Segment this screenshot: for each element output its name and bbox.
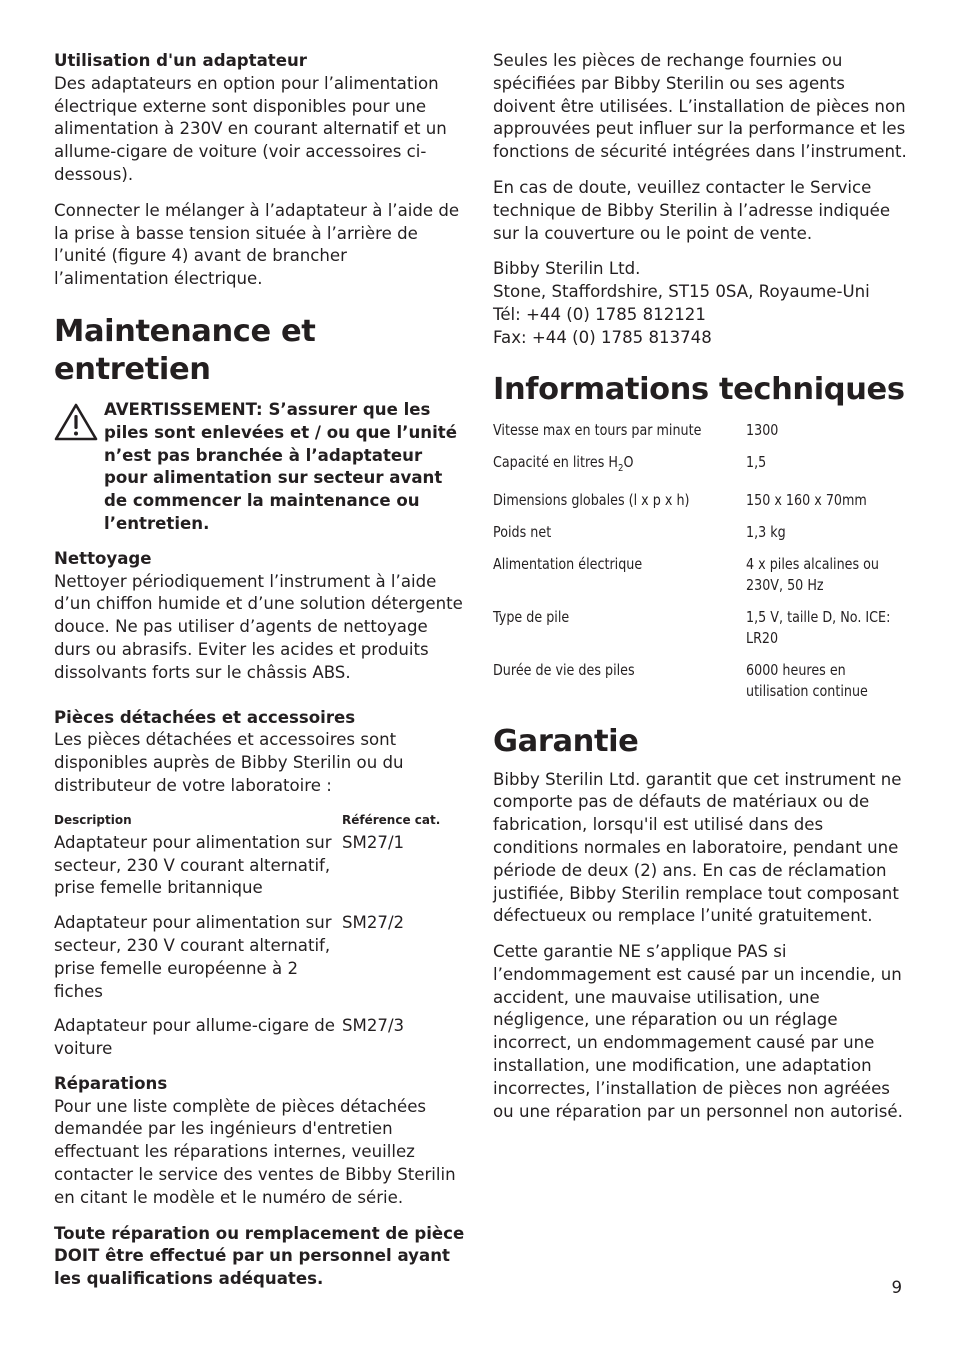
parts-table: [54, 812, 466, 1061]
service-paragraph: En cas de doute, veuillez contacter le Service technique de Bibby Sterilin à l’adresse indiquée sur la couverture ou le point de vente.: [493, 177, 891, 243]
table-row: [493, 522, 909, 543]
right-column: [493, 50, 909, 1123]
warning-text: AVERTISSEMENT: S’assurer que les piles sont enlevées et / ou que l’unité n’est pas branchée à l’adaptateur pour alimentation sur secteur avant de commencer la maintenance ou l’entretien.: [104, 399, 457, 533]
table-row: [493, 420, 909, 441]
part-description: Adaptateur pour alimentation sur secteur, 230 V courant alternatif, prise femelle européenne à 2 fiches: [54, 913, 332, 1001]
repairs-heading: Réparations: [54, 1073, 168, 1093]
part-description: Adaptateur pour allume-cigare de voiture: [54, 1016, 335, 1059]
repairs-text: Pour une liste complète de pièces détachées demandée par les ingénieurs d'entretien effectuant les réparations internes, veuillez contacter le service des ventes de Bibby Sterilin en citant le modèle et le numéro de série.: [54, 1096, 456, 1207]
tech-table: [493, 420, 909, 702]
adapter-heading: Utilisation d'un adaptateur: [54, 51, 307, 70]
column-header-description: Description: [54, 812, 132, 827]
table-row: [54, 832, 466, 900]
warranty-paragraph-1: Bibby Sterilin Ltd. garantit que cet instrument ne comporte pas de défauts de matériaux ou de fabrication, lorsqu'il est utilisé dans des conditions normales en laboratoire, pendant une période de deux (2) ans. En cas de réclamation justifiée, Bibby Sterilin remplace tout composant défectueux ou remplace l’unité gratuitement.: [493, 769, 902, 926]
parts-heading: Pièces détachées et accessoires: [54, 707, 356, 727]
table-row: [493, 554, 909, 596]
adapter-paragraph-1: Des adaptateurs en option pour l’alimentation électrique externe sont disponibles pour une alimentation à 230V en courant alternatif et un allume-cigare de voiture (voir accessoires ci-dessous).: [54, 73, 447, 184]
spec-label: Dimensions globales (l x p x h): [493, 491, 690, 509]
address-fax: Fax: +44 (0) 1785 813748: [493, 327, 712, 347]
parts-table-header: [54, 812, 466, 828]
company-address: [493, 258, 909, 349]
warranty-paragraph-2: Cette garantie NE s’applique PAS si l’endommagement est causé par un incendie, un accident, une mauvaise utilisation, une négligence, une réparation ou un réglage incorrect, un endommagement causé par une installation, une modification, une adaptation incorrectes, l’installation de pièces non agréées ou une réparation par un personnel non autorisé.: [493, 942, 903, 1121]
spec-label-text-end: O: [623, 453, 634, 471]
table-row: [54, 912, 466, 1003]
maintenance-warning: [54, 399, 466, 536]
table-row: [493, 660, 909, 702]
spec-label-text: Capacité en litres H: [493, 453, 618, 471]
spec-label: Poids net: [493, 523, 552, 541]
address-street: Stone, Staffordshire, ST15 0SA, Royaume-Uni: [493, 282, 870, 302]
spec-value: 1,3 kg: [746, 523, 786, 541]
spec-value: 6000 heures en utilisation continue: [746, 661, 868, 700]
repairs-warning: Toute réparation ou remplacement de pièce DOIT être effectué par un personnel ayant les qualifications adéquates.: [54, 1223, 465, 1289]
spec-value: 4 x piles alcalines ou 230V, 50 Hz: [746, 555, 879, 594]
warning-triangle-icon: [54, 399, 104, 446]
spec-label-subscript: 2: [617, 462, 624, 474]
table-row: [493, 452, 909, 479]
warranty-title: Garantie: [493, 723, 639, 759]
spec-label: Alimentation électrique: [493, 555, 643, 573]
cleaning-section: [54, 548, 466, 685]
spec-value: 1,5: [746, 453, 767, 471]
spec-label: [493, 452, 711, 479]
part-reference: SM27/2: [342, 913, 405, 933]
spec-label: Vitesse max en tours par minute: [493, 421, 702, 439]
parts-section: [54, 707, 466, 798]
spec-value: 1300: [746, 421, 779, 439]
table-row: [54, 1015, 466, 1061]
maintenance-title: Maintenance et entretien: [54, 313, 316, 387]
table-row: [493, 607, 909, 649]
part-reference: SM27/3: [342, 1016, 405, 1036]
cleaning-heading: Nettoyage: [54, 548, 152, 568]
page-number: 9: [891, 1278, 902, 1297]
spec-value: 150 x 160 x 70mm: [746, 491, 867, 509]
address-company: Bibby Sterilin Ltd.: [493, 259, 641, 279]
table-row: [493, 490, 909, 511]
address-tel: Tél: +44 (0) 1785 812121: [493, 304, 706, 324]
repairs-section: [54, 1073, 466, 1210]
adapter-paragraph-2: Connecter le mélanger à l’adaptateur à l’aide de la prise à basse tension située à l’arrière de l’unité (figure 4) avant de brancher l’alimentation électrique.: [54, 200, 460, 289]
spare-parts-paragraph: Seules les pièces de rechange fournies ou spécifiées par Bibby Sterilin ou ses agents doivent être utilisées. L’installation de pièces non approuvées peut influer sur la performance et les fonctions de sécurité intégrées dans l’instrument.: [493, 51, 907, 162]
part-reference: SM27/1: [342, 832, 405, 852]
part-description: Adaptateur pour alimentation sur secteur, 230 V courant alternatif, prise femelle britannique: [54, 832, 332, 898]
parts-text: Les pièces détachées et accessoires sont disponibles auprès de Bibby Sterilin ou du distributeur de votre laboratoire :: [54, 730, 404, 795]
left-column: [54, 50, 466, 1291]
spec-label: Type de pile: [493, 608, 570, 626]
cleaning-text: Nettoyer périodiquement l’instrument à l’aide d’un chiffon humide et d’une solution détergente douce. Ne pas utiliser d’agents de nettoyage durs ou abrasifs. Eviter les acides et produits dissolvants forts sur le châssis ABS.: [54, 571, 463, 682]
tech-title: Informations techniques: [493, 371, 905, 407]
adapter-section: [54, 50, 466, 187]
column-header-reference: Référence cat.: [342, 812, 441, 827]
spec-value: 1,5 V, taille D, No. ICE: LR20: [746, 608, 891, 647]
spec-label: Durée de vie des piles: [493, 661, 635, 679]
